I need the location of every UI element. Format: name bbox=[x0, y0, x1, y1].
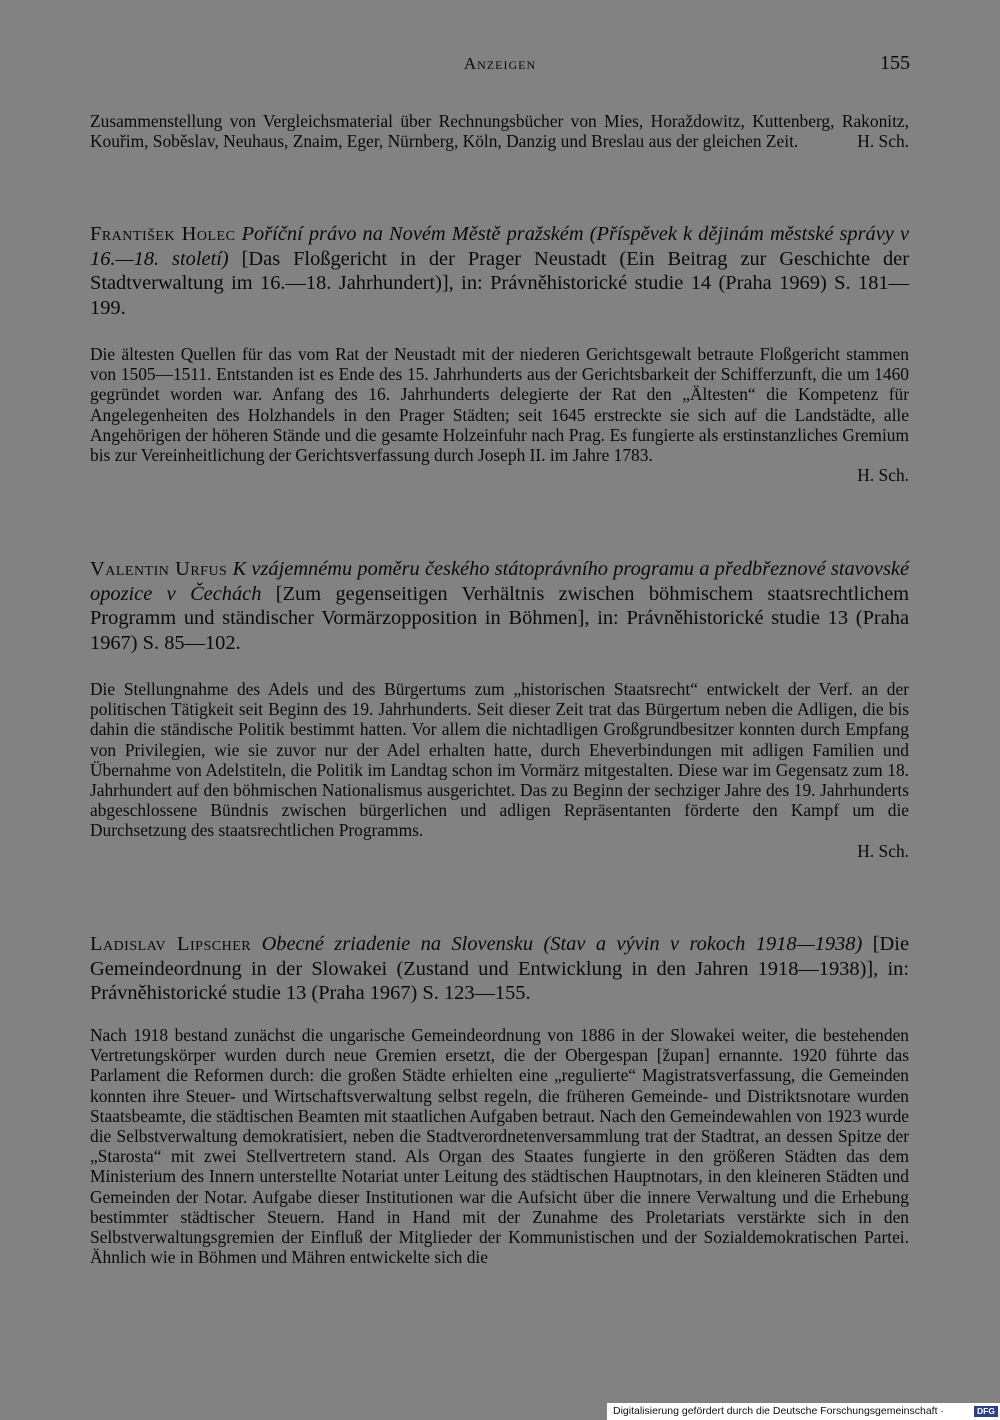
review-urfus bbox=[90, 679, 909, 861]
review-text: Die ältesten Quellen für das vom Rat der Neustadt mit der niederen Gerichtsgewalt betraute Floßgericht stammen von 1505—1511. Entstanden ist es Ende des 15. Jahrhunderts aus der Gerichtsbarkeit der Schifferzunft, die um 1460 gegründet worden war. Anfang des 16. Jahrhunderts delegierte der Rat den „Ältesten“ die Kompetenz für Angelegenheiten des Holzhandels in den Prager Städten; seit 1645 erstreckte sie sich auf die Landstädte, alle Angehörigen der höheren Stände und die gesamte Holzeinfuhr nach Prag. Es fungierte als erstinstanzliches Gremium bis zur Vereinheitlichung der Gerichtsverfassung durch Joseph II. im Jahre 1783. bbox=[90, 344, 909, 466]
bibliography-entry-lipscher bbox=[90, 932, 909, 1006]
review-continuation bbox=[90, 111, 909, 151]
entry-translation: [Zum gegenseitigen Verhältnis zwischen böhmischem staatsrechtlichem Programm und ständischer Vormärzopposition in Böhmen], in: Právněhistorické studie 13 (Praha 1967) S. 85—102. bbox=[90, 582, 909, 654]
page-number: 155 bbox=[880, 52, 910, 74]
review-holec bbox=[90, 344, 909, 485]
entry-author: František Holec bbox=[90, 223, 236, 245]
entry-title: Obecné zriadenie na Slovensku (Stav a vývin v rokoch 1918—1938) bbox=[261, 933, 863, 955]
review-text: Nach 1918 bestand zunächst die ungarische Gemeindeordnung von 1886 in der Slowakei weiter, die bestehenden Vertretungskörper wurden durch neue Gremien ersetzt, die der Obergespan [župan] ernannte. 1920 führte das Parlament die Reformen durch: die großen Städte erhielten eine „regulierte“ Magistratsverfassung, die Gemeinden konnten ihre Steuer- und Wirtschaftsverwaltung selbst regeln, die früheren Gemeinde- und Distriktsnotare wurden Staatsbeamte, die städtischen Beamten mit staatlichen Aufgaben betraut. Nach den Gemeindewahlen von 1923 wurde die Selbstverwaltung demokratisiert, neben die Stadtverordnetenversammlung trat der Stadtrat, an dessen Spitze der „Starosta“ mit zwei Stellvertretern stand. Als Organ des Staates fungierte in den größeren Städten das dem Ministerium des Innern unterstellte Notariat unter Leitung des städtischen Hauptnotars, in den kleineren Städten und Gemeinden der Notar. Aufgabe dieser Institutionen war die Aufsicht über die innere Verwaltung und die Erhebung bestimmter städtischer Steuern. Hand in Hand mit der Zunahme des Proletariats verstärkte sich in den Selbstverwaltungsgremien der Einfluß der Mitglieder der Kommunistischen und der Sozialdemokratischen Partei. Ähnlich wie in Böhmen und Mähren entwickelte sich die bbox=[90, 1025, 909, 1268]
running-head: Anzeigen bbox=[463, 54, 537, 73]
entry-citation bbox=[90, 932, 909, 1006]
review-signature: H. Sch. bbox=[857, 840, 909, 861]
entry-title: Poříční právo na Novém Městě pražském (Příspěvek k dějinám městské správy v 16.—18. století) bbox=[90, 223, 909, 270]
review-signature: H. Sch. bbox=[857, 465, 909, 486]
dfg-logo: DFG bbox=[974, 1406, 998, 1417]
digitization-footer bbox=[607, 1403, 1000, 1420]
entry-translation: [Das Floßgericht in der Prager Neustadt (Ein Beitrag zur Geschichte der Stadtverwaltung im 16.—18. Jahrhundert)], in: Právněhistorické studie 14 (Praha 1969) S. 181—199. bbox=[90, 247, 909, 319]
review-lipscher bbox=[90, 1025, 909, 1267]
footer-text: Digitalisierung gefördert durch die Deutsche Forschungsgemeinschaft · bbox=[613, 1405, 944, 1417]
entry-citation bbox=[90, 222, 909, 320]
entry-translation: [Die Gemeindeordnung in der Slowakei (Zustand und Entwicklung in den Jahren 1918—1938)], in: Právněhistorické studie 13 (Praha 1967) S. 123—155. bbox=[90, 933, 909, 1004]
review-signature: H. Sch. bbox=[857, 131, 909, 152]
entry-author: Valentin Urfus bbox=[90, 558, 228, 580]
review-text: Die Stellungnahme des Adels und des Bürgertums zum „historischen Staatsrecht“ entwickelt der Verf. an der politischen Tätigkeit seit Beginn des 19. Jahrhunderts. Seit dieser Zeit trat das Bürgertum neben die Adligen, die bis dahin die ständische Politik bestimmt hatten. Vor allem die nichtadligen Großgrundbesitzer konnten durch Empfang von Privilegien, wie sie zuvor nur der Adel erhalten hatte, durch Eheverbindungen mit adligen Familien und Übernahme von Adelstiteln, die Politik im Landtag schon im Vormärz mitgestalten. Diese war im Gegensatz zum 18. Jahrhundert auf den böhmischen Nationalismus ausgerichtet. Das zu Beginn der sechziger Jahre des 19. Jahrhunderts abgeschlossene Bündnis zwischen bürgerlichen und adligen Repräsentanten förderte den Kampf um die Durchsetzung des staatsrechtlichen Programms. bbox=[90, 679, 909, 841]
bibliography-entry-urfus bbox=[90, 557, 909, 655]
review-text: Zusammenstellung von Vergleichsmaterial über Rechnungsbücher von Mies, Horaždowitz, Kuttenberg, Rakonitz, Kouřim, Soběslav, Neuhaus, Znaim, Eger, Nürnberg, Köln, Danzig und Breslau aus der gleichen Zeit. bbox=[90, 111, 909, 152]
bibliography-entry-holec bbox=[90, 222, 909, 320]
entry-author: Ladislav Lipscher bbox=[90, 933, 252, 955]
entry-title: K vzájemnému poměru českého státoprávního programu a předbřeznové stavovské opozice v Čechách bbox=[90, 558, 910, 605]
page-header bbox=[90, 54, 910, 80]
entry-citation bbox=[90, 557, 909, 655]
